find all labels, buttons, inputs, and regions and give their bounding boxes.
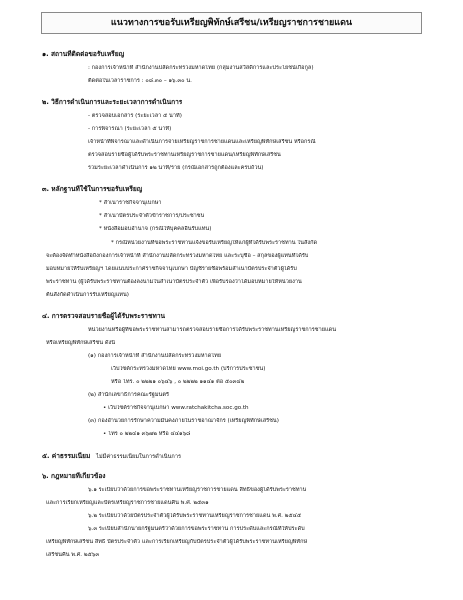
section-1-line-1: : กองการเจ้าหน้าที่ สำนักงานปลัดกระทรวงมหาดไทย (กลุ่มงานสวัสดิการและประโยชน์เกื้อกูล) <box>88 65 314 71</box>
section-5-row <box>42 452 181 461</box>
section-1-line-2: ติดต่อในเวลาราชการ : ๐๘.๓๐ – ๑๖.๓๐ น. <box>88 78 192 84</box>
section-3-line-1: * สำเนาราชกิจจานุเบกษา <box>99 200 162 206</box>
section-6-line-3: ๖.๒ ระเบียบว่าด้วยบัตรประจำตัวผู้ได้รับพระราชทานเหรียญราชการชายแดน พ.ศ. ๒๕๔๕ <box>88 513 302 519</box>
section-6-line-1: ๖.๑ ระเบียบว่าด้วยการขอพระราชทานเหรียญราชการชายแดน สิทธิของผู้ได้รับพระราชทาน <box>88 487 307 493</box>
section-6-heading: ๖. กฎหมายที่เกี่ยวข้อง <box>42 472 106 480</box>
section-3-line-7: พระราชทาน (ผู้ได้รับพระราชทานต้องลงนามในสำเนาบัตรประจำตัว เพื่อรับรองว่าได้มอบหมายให้หน่วยงาน <box>46 279 302 285</box>
section-3-line-3: * หนังสือมอบอำนาจ (กรณีให้บุคคลอื่นรับแทน) <box>99 226 212 232</box>
section-6-line-6: เสรีชนคืน พ.ศ. ๒๕๖๓ <box>46 552 100 558</box>
section-3-line-4: * กรณีหน่วยงานที่ขอพระราชทานแจ้งขอรับเหรียญให้แก่ผู้ที่ได้รับพระราชทาน ในสังกัด <box>111 240 318 246</box>
section-5-text: ไม่มีค่าธรรมเนียมในการดำเนินการ <box>96 454 181 460</box>
section-2-line-5: รวมระยะเวลาดำเนินการ ๑๒ นาที/ราย (กรณีเอกสารถูกต้องและครบถ้วน) <box>88 165 264 171</box>
section-4-line-3: (๑) กองการเจ้าหน้าที่ สำนักงานปลัดกระทรวงมหาดไทย <box>88 353 222 359</box>
section-2-line-2: - การพิจารณา (ระยะเวลา ๕ นาที) <box>88 126 172 132</box>
section-5-heading: ๕. ค่าธรรมเนียม <box>42 452 91 460</box>
section-2-line-3: เจ้าหน้าที่พิจารณาและดำเนินการจ่ายเหรียญราชการชายแดนและเหรียญพิทักษ์เสรีชน หรือกรณี <box>88 139 316 145</box>
section-4-line-4: เว็บไซต์กระทรวงมหาดไทย www.moi.go.th (บริการประชาชน) <box>111 366 266 372</box>
section-4-line-6: (๒) สำนักเลขาธิการคณะรัฐมนตรี <box>88 392 170 398</box>
section-4-line-5: หรือ โทร. ๐ ๒๒๒๑ ๐๖๔๖ , ๐ ๒๒๒๒ ๑๑๔๑ ต่อ ๕๐๓๔๒ <box>111 379 245 385</box>
section-4-line-1: หน่วยงานหรือผู้ที่ขอพระราชทานสามารถตรวจสอบรายชื่อการได้รับพระราชทานเหรียญราชการชายแดน <box>88 327 337 333</box>
page-title: แนวทางการขอรับเหรียญพิทักษ์เสรีชน/เหรียญราชการชายแดน <box>41 12 422 34</box>
section-2-line-4: ตรวจสอบรายชื่อผู้ได้รับพระราชทานเหรียญราชการชายแดน/เหรียญพิทักษ์เสรีชน <box>88 152 281 158</box>
section-4-line-9: • โทร ๐ ๒๒๔๑ ๓๖๗๒ หรือ ๔๔๑๖๘ <box>103 431 191 437</box>
section-3-line-8: ต้นสังกัดดำเนินการรับเหรียญแทน) <box>46 292 129 298</box>
section-4-line-8: (๓) กองอำนวยการรักษาความมั่นคงภายในราชอาณาจักร (เหรียญพิทักษ์เสรีชน) <box>88 418 279 424</box>
section-2-heading: ๒. วิธีการดำเนินการและระยะเวลาการดำเนินการ <box>42 98 183 106</box>
section-3-heading: ๓. หลักฐานที่ใช้ในการขอรับเหรียญ <box>42 185 143 193</box>
section-4-line-2: หรือเหรียญพิทักษ์เสรีชน ดังนี้ <box>46 340 116 346</box>
section-3-line-2: * สำเนาบัตรประจำตัวข้าราชการ/ประชาชน <box>99 213 205 219</box>
section-2-line-1: - ตรวจสอบเอกสาร (ระยะเวลา ๕ นาที) <box>88 113 182 119</box>
section-1-heading: ๑. สถานที่ติดต่อขอรับเหรียญ <box>42 50 125 58</box>
section-6-line-2: และการเรียกเหรียญและบัตรเหรียญราชการชายแดนคืน พ.ศ. ๒๕๓๑ <box>46 500 209 506</box>
section-3-line-5: จะต้องจัดทำหนังสือถึงกองการเจ้าหน้าที่ สำนักงานปลัดกระทรวงมหาดไทย และระบุชื่อ – สกุลของผู้แทนที่ได้รับ <box>46 253 309 259</box>
section-4-line-7: • เว็บไซต์ราชกิจจานุเบกษา www.ratchakitcha.soc.go.th <box>103 405 249 411</box>
section-4-heading: ๔. การตรวจสอบรายชื่อผู้ได้รับพระราชทาน <box>42 312 166 320</box>
section-3-line-6: มอบหมายให้รับเหรียญฯ โดยแนบประกาศราชกิจจานุเบกษา บัญชีรายชื่อพร้อมสำเนาบัตรประจำตัวผู้ได้รับ <box>46 266 297 272</box>
section-6-line-5: เหรียญพิทักษ์เสรีชน สิทธิ บัตรประจำตัว และการเรียกเหรียญกับบัตรประจำตัวผู้ได้รับพระราชทานเหรียญพิทักษ์ <box>46 539 308 545</box>
section-6-line-4: ๖.๓ ระเบียบสำนักนายกรัฐมนตรีว่าด้วยการขอพระราชทาน การประดับและกรณีที่ให้ประดับ <box>88 526 305 532</box>
